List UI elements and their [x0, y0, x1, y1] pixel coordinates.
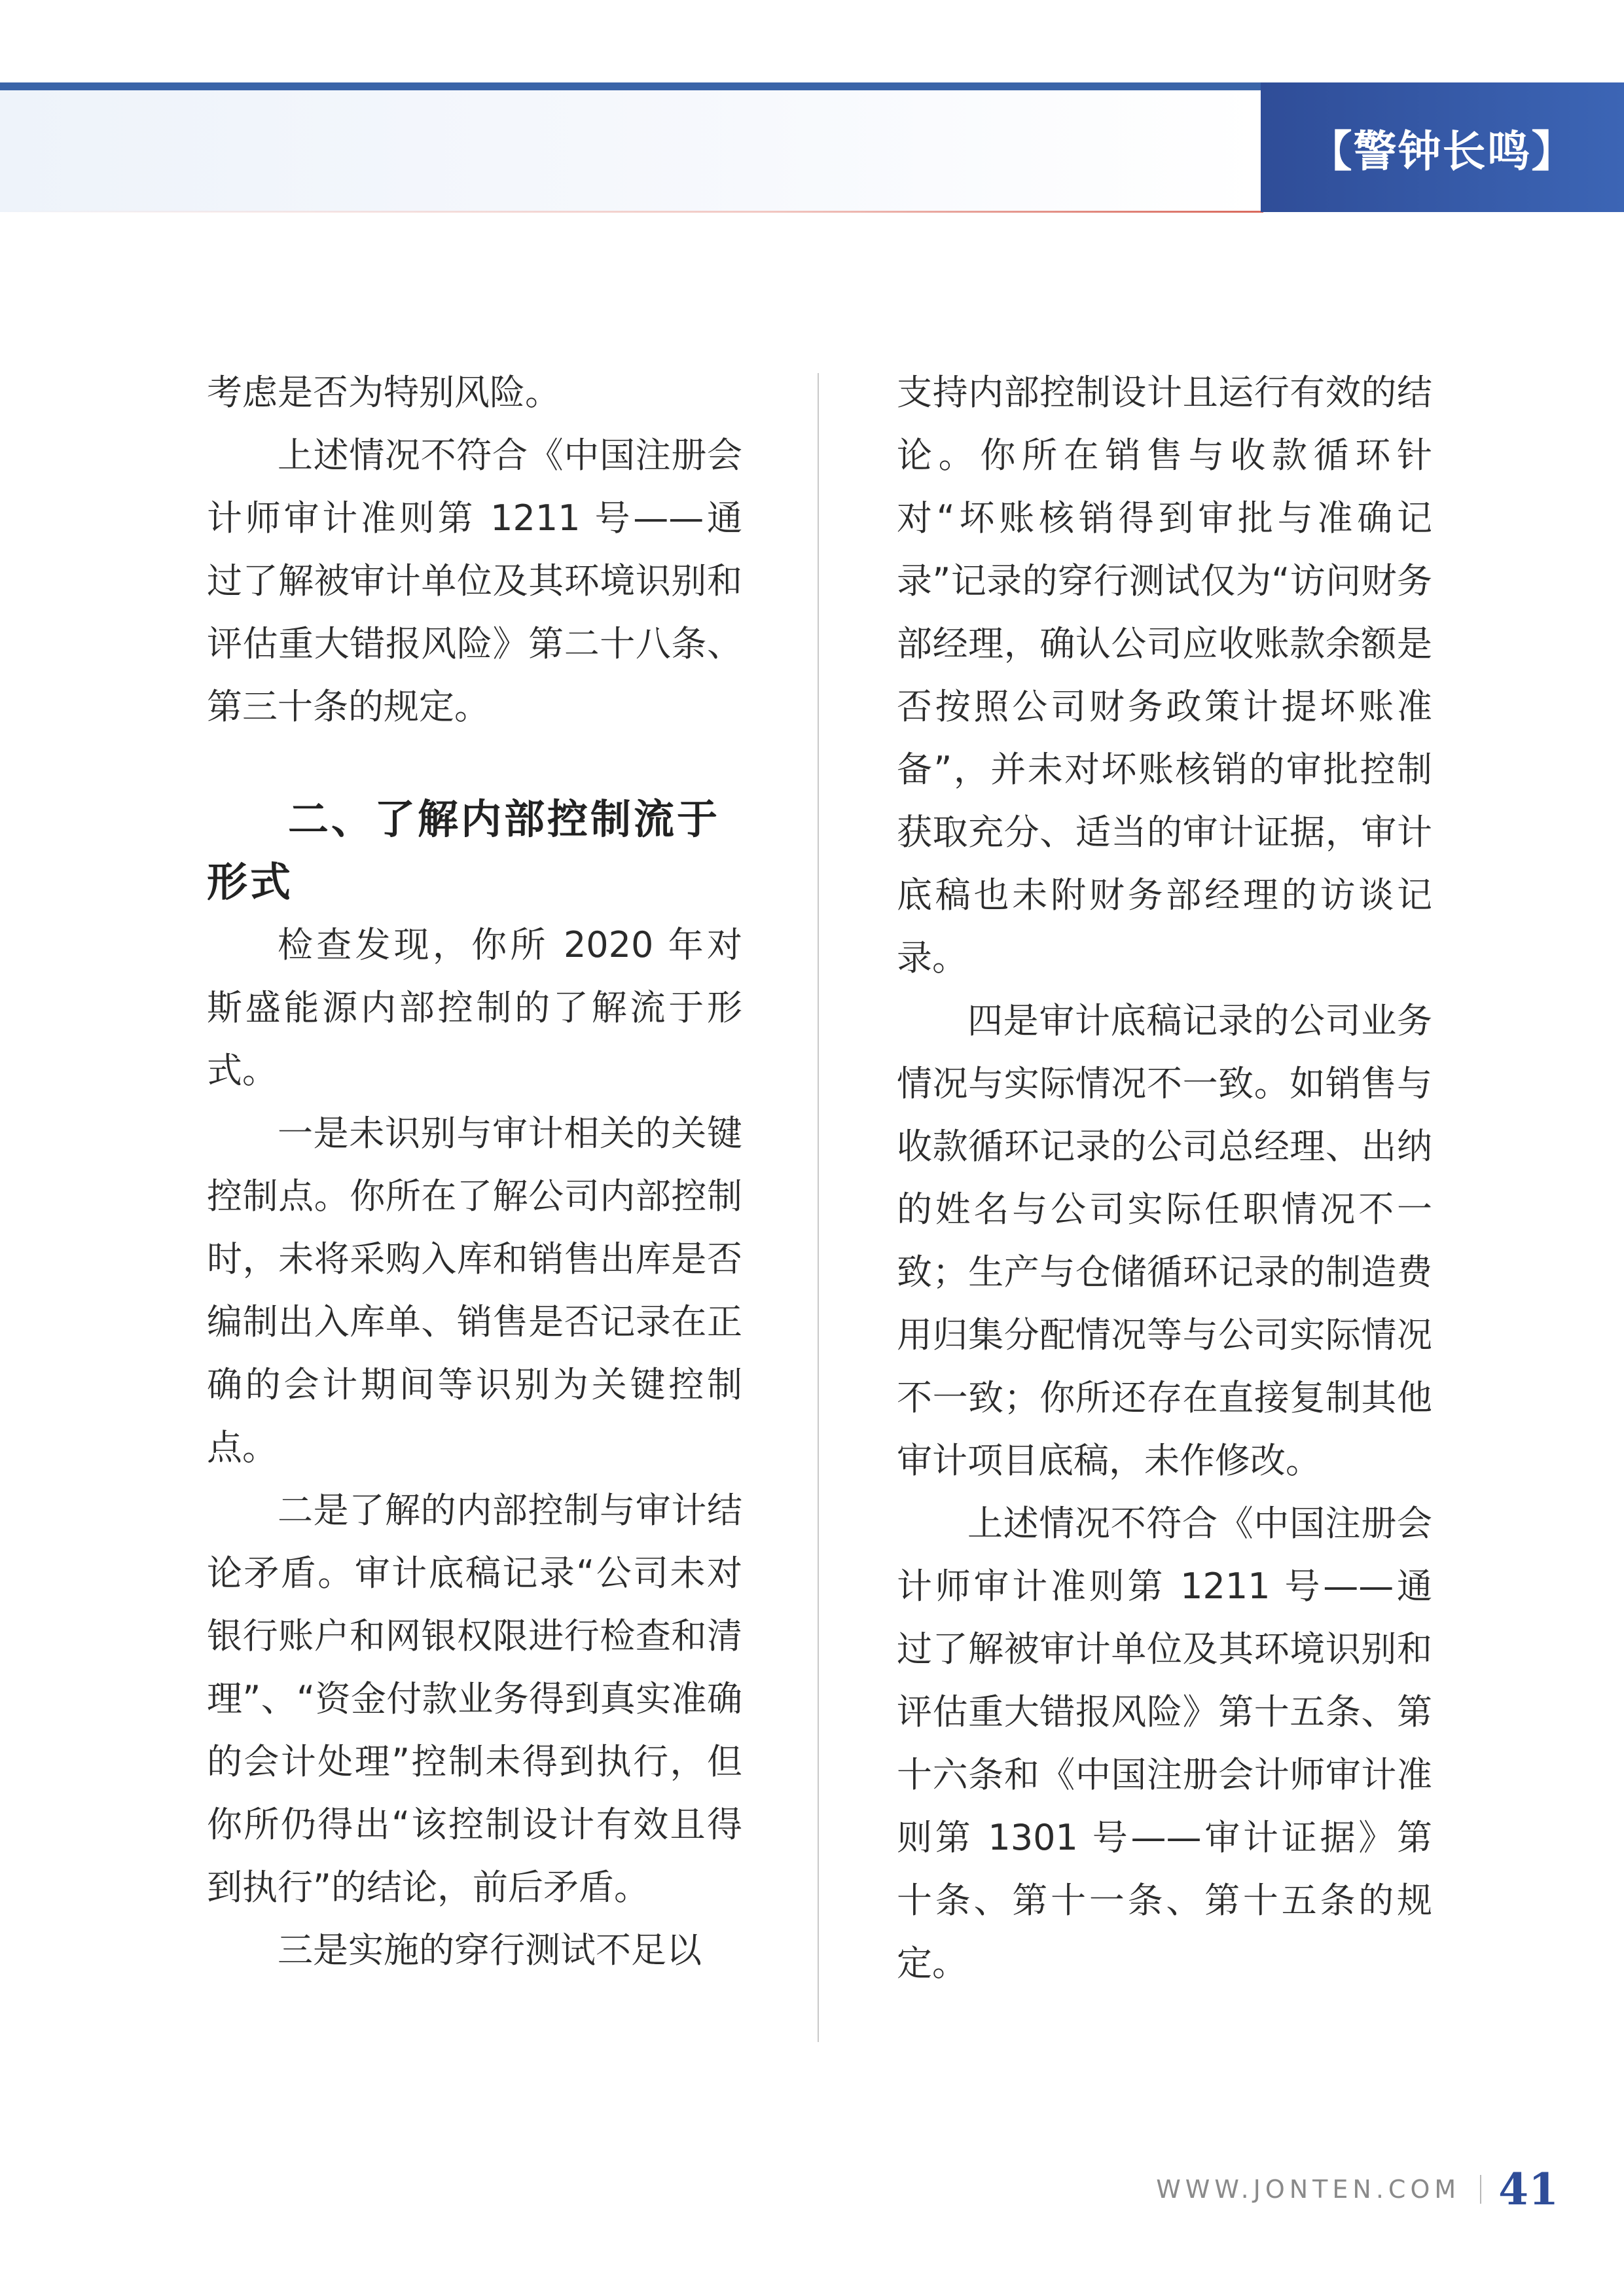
paragraph: 考虑是否为特别风险。	[207, 372, 560, 413]
header-underline	[0, 211, 1263, 213]
section-heading: 二、了解内部控制流于形式	[207, 795, 721, 906]
header-band	[0, 90, 1263, 212]
paragraph: 三是实施的穿行测试不足以	[278, 1929, 702, 1971]
paragraph: 支持内部控制设计且运行有效的结论。你所在销售与收款循环针对“坏账核销得到审批与准确记录”记录的穿行测试仅为“访问财务部经理，确认公司应收账款余额是否按照公司财务政策计提坏账准备”，并未对坏账核销的审批控制获取充分、适当的审计证据，审计底稿也未附财务部经理的访谈记录。	[897, 372, 1432, 978]
paragraph: 四是审计底稿记录的公司业务情况与实际情况不一致。如销售与收款循环记录的公司总经理、出纳的姓名与公司实际任职情况不一致；生产与仓储循环记录的制造费用归集分配情况等与公司实际情况不一致；你所还存在直接复制其他审计项目底稿，未作修改。	[897, 1000, 1432, 1481]
footer-website-link[interactable]: WWW.JONTEN.COM	[1156, 2175, 1461, 2204]
header-accent-line	[0, 82, 1263, 90]
column-divider	[818, 373, 819, 2042]
page-footer	[1156, 2153, 1559, 2225]
right-column	[897, 361, 1432, 1995]
paragraph: 上述情况不符合《中国注册会计师审计准则第 1211 号——通过了解被审计单位及其环境识别和评估重大错报风险》第二十八条、第三十条的规定。	[207, 435, 742, 727]
left-column	[207, 361, 742, 1982]
paragraph: 检查发现，你所 2020 年对斯盛能源内部控制的了解流于形式。	[207, 924, 742, 1091]
footer-separator	[1480, 2175, 1481, 2204]
paragraph: 二是了解的内部控制与审计结论矛盾。审计底稿记录“公司未对银行账户和网银权限进行检查和清理”、“资金付款业务得到真实准确的会计处理”控制未得到执行，但你所仍得出“该控制设计有效且得到执行”的结论，前后矛盾。	[207, 1490, 742, 1908]
section-tab: 【警钟长鸣】	[1261, 82, 1624, 212]
page-number: 41	[1498, 2164, 1559, 2215]
paragraph: 上述情况不符合《中国注册会计师审计准则第 1211 号——通过了解被审计单位及其环境识别和评估重大错报风险》第十五条、第十六条和《中国注册会计师审计准则第 1301 号——审计证据》第十条、第十一条、第十五条的规定。	[897, 1503, 1432, 1984]
paragraph: 一是未识别与审计相关的关键控制点。你所在了解公司内部控制时，未将采购入库和销售出库是否编制出入库单、销售是否记录在正确的会计期间等识别为关键控制点。	[207, 1113, 742, 1468]
